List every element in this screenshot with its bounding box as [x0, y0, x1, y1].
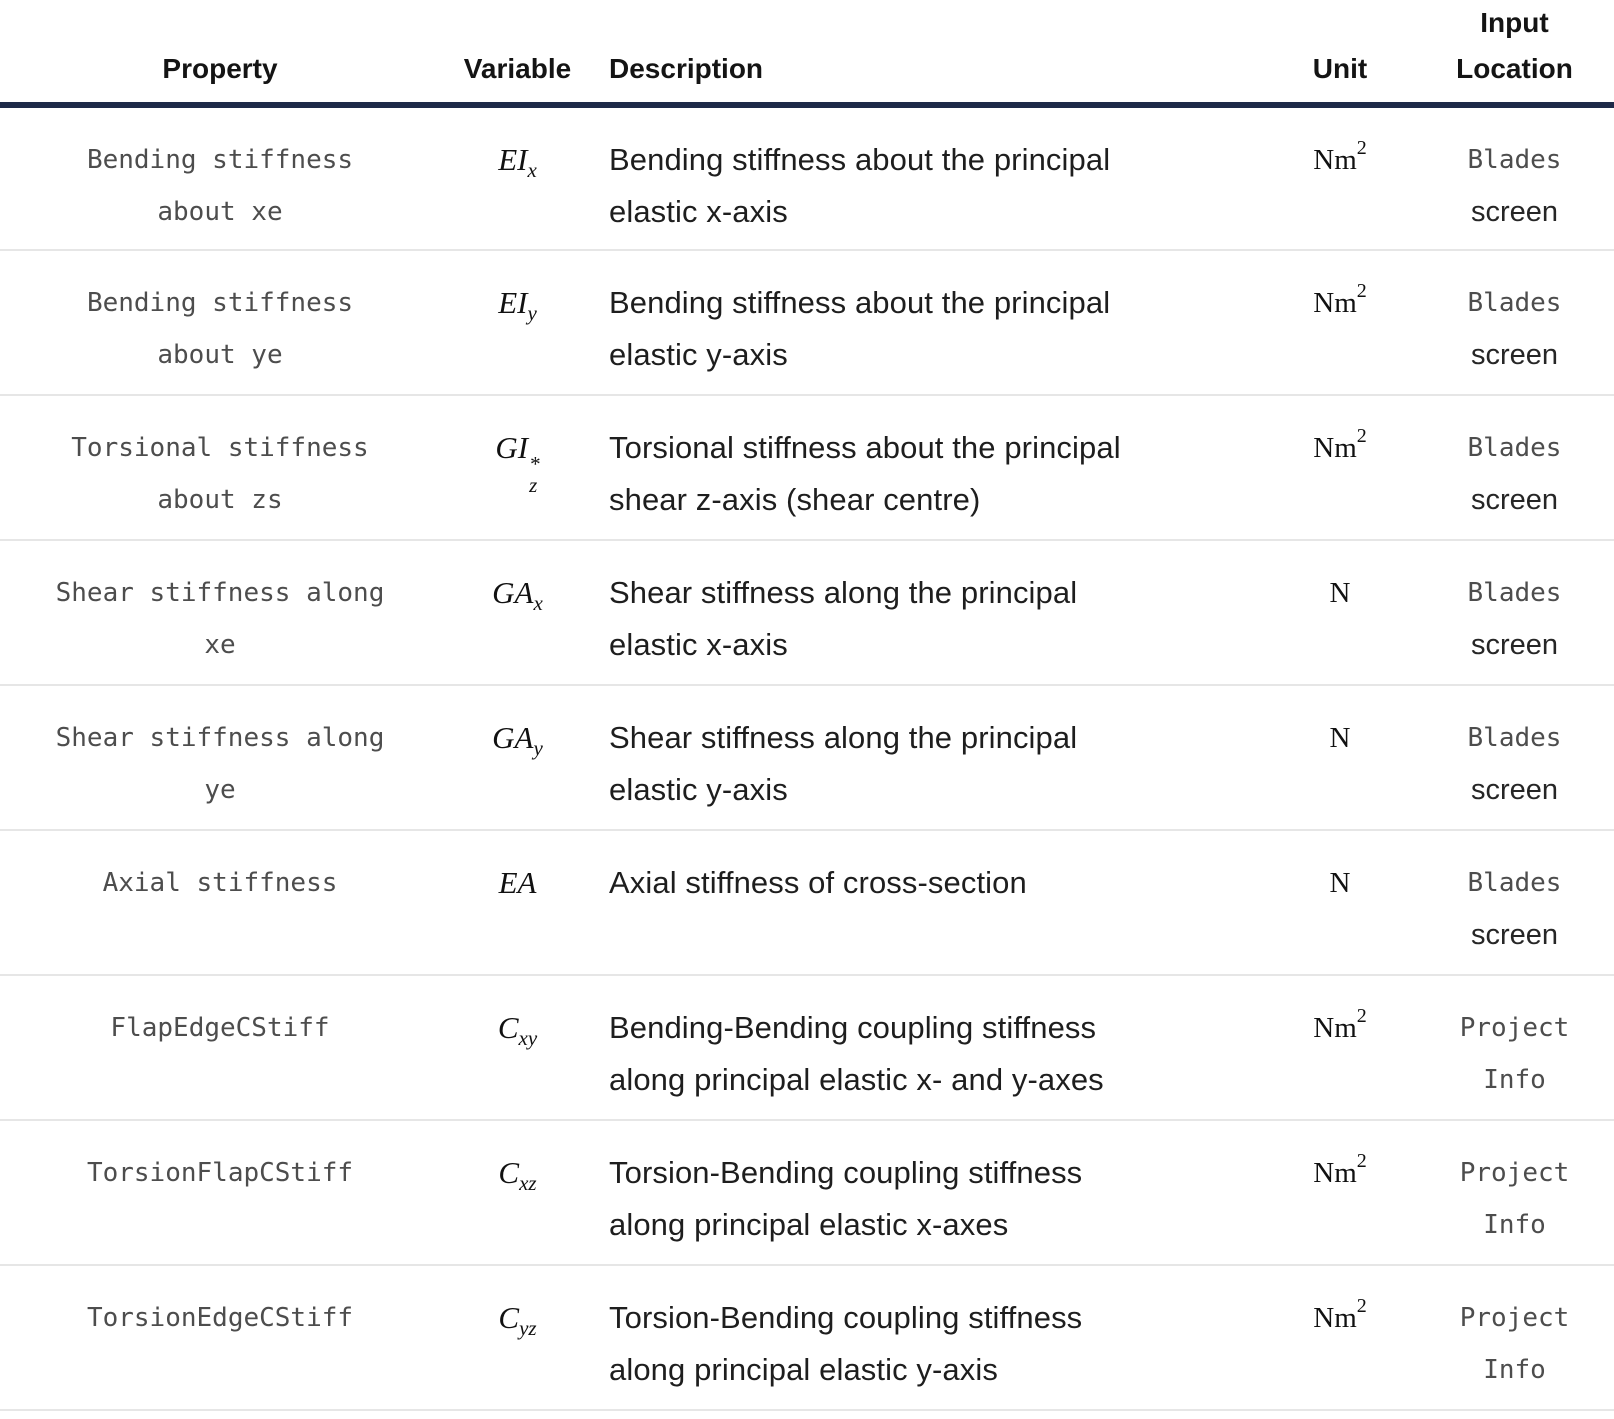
header-label-line: Input [1480, 7, 1549, 38]
location-line: Blades [1467, 868, 1562, 898]
variable-base: EI [498, 285, 528, 320]
variable-subscript: x [527, 158, 537, 183]
input-location-cell [1415, 540, 1614, 685]
location-line: Info [1483, 1065, 1546, 1095]
unit-cell [1265, 1120, 1415, 1265]
unit-base: N [1329, 722, 1351, 754]
property-line: about xe [157, 197, 283, 227]
input-location-cell [1415, 685, 1614, 830]
property-line: TorsionEdgeCStiff [86, 1303, 354, 1333]
location-line: Project [1459, 1158, 1570, 1188]
unit-exponent: 2 [1356, 1005, 1367, 1028]
description-cell [595, 1265, 1265, 1410]
input-location-cell [1415, 1265, 1614, 1410]
column-header-variable [440, 0, 595, 105]
property-line: ye [204, 775, 236, 805]
description-cell [595, 975, 1265, 1120]
variable-subscript: y [527, 301, 537, 326]
location-line: Blades [1467, 433, 1562, 463]
variable-base: C [497, 1010, 519, 1045]
location-line: Blades [1467, 288, 1562, 318]
location-line: screen [1470, 484, 1559, 516]
unit-cell [1265, 830, 1415, 975]
description-line: shear z-axis (shear centre) [609, 482, 981, 517]
header-label: Unit [1312, 53, 1368, 84]
column-header-unit [1265, 0, 1415, 105]
table-row [0, 540, 1614, 685]
description-line: elastic y-axis [609, 337, 788, 372]
location-line: screen [1470, 339, 1559, 371]
table-row [0, 1265, 1614, 1410]
header-label: Description [609, 53, 764, 84]
description-cell [595, 105, 1265, 250]
unit-base: Nm [1313, 1012, 1357, 1044]
unit-cell [1265, 395, 1415, 540]
property-cell [0, 540, 440, 685]
unit-cell [1265, 975, 1415, 1120]
variable-superscript: * [529, 452, 540, 476]
unit-base: Nm [1313, 287, 1357, 319]
variable-base: EA [498, 865, 537, 900]
unit-cell [1265, 540, 1415, 685]
variable-base: GA [492, 575, 534, 610]
variable-base: GI [495, 430, 529, 465]
variable-base: EI [498, 142, 528, 177]
description-cell [595, 540, 1265, 685]
variable-cell [440, 975, 595, 1120]
description-line: along principal elastic x- and y-axes [609, 1062, 1104, 1097]
input-location-cell [1415, 105, 1614, 250]
input-location-cell [1415, 395, 1614, 540]
variable-base: C [498, 1300, 520, 1335]
property-line: about ye [157, 340, 283, 370]
table-row [0, 1120, 1614, 1265]
unit-base: Nm [1313, 1157, 1357, 1189]
unit-base: N [1329, 577, 1351, 609]
unit-cell [1265, 105, 1415, 250]
unit-exponent: 2 [1356, 1150, 1367, 1173]
input-location-cell [1415, 250, 1614, 395]
unit-exponent: 2 [1356, 1295, 1367, 1318]
variable-cell [440, 685, 595, 830]
description-line: elastic x-axis [609, 627, 788, 662]
variable-subscript: z [529, 473, 538, 497]
table-row [0, 830, 1614, 975]
property-line: Axial stiffness [102, 868, 338, 898]
description-line: elastic y-axis [609, 772, 788, 807]
location-line: screen [1470, 196, 1559, 228]
location-line: screen [1470, 774, 1559, 806]
description-line: Bending stiffness about the principal [609, 142, 1111, 177]
property-line: Shear stiffness along [55, 578, 385, 608]
unit-base: Nm [1313, 432, 1357, 464]
description-cell [595, 685, 1265, 830]
property-cell [0, 1265, 440, 1410]
variable-cell [440, 105, 595, 250]
variable-subscript: yz [519, 1316, 537, 1341]
input-location-cell [1415, 830, 1614, 975]
description-cell [595, 250, 1265, 395]
unit-exponent: 2 [1356, 425, 1367, 448]
variable-cell [440, 830, 595, 975]
location-line: Blades [1467, 145, 1562, 175]
property-line: Torsional stiffness [71, 433, 369, 463]
location-line: screen [1470, 629, 1559, 661]
description-line: Shear stiffness along the principal [609, 575, 1078, 610]
description-line: Bending stiffness about the principal [609, 285, 1111, 320]
description-cell [595, 395, 1265, 540]
property-cell [0, 250, 440, 395]
input-location-cell [1415, 1120, 1614, 1265]
description-line: Torsion-Bending coupling stiffness [609, 1300, 1083, 1335]
table-row [0, 105, 1614, 250]
unit-cell [1265, 685, 1415, 830]
variable-subscript: y [533, 736, 543, 761]
property-line: FlapEdgeCStiff [110, 1013, 330, 1043]
variable-subscript: xy [518, 1026, 538, 1051]
variable-cell [440, 540, 595, 685]
location-line: Info [1483, 1355, 1546, 1385]
variable-cell [440, 250, 595, 395]
table-header-row [0, 0, 1614, 105]
property-cell [0, 395, 440, 540]
variable-base: GA [492, 720, 534, 755]
property-line: Bending stiffness [86, 145, 354, 175]
property-cell [0, 830, 440, 975]
table-row [0, 685, 1614, 830]
header-label-line: Location [1456, 53, 1573, 84]
column-header-description [595, 0, 1265, 105]
description-line: Torsional stiffness about the principal [609, 430, 1121, 465]
input-location-cell [1415, 975, 1614, 1120]
variable-subscript: xz [519, 1171, 537, 1196]
table-row [0, 975, 1614, 1120]
table-row [0, 395, 1614, 540]
description-line: along principal elastic x-axes [609, 1207, 1009, 1242]
location-line: Blades [1467, 723, 1562, 753]
location-line: screen [1470, 919, 1559, 951]
description-line: Shear stiffness along the principal [609, 720, 1078, 755]
header-label: Property [162, 53, 278, 84]
property-cell [0, 975, 440, 1120]
table-row [0, 250, 1614, 395]
variable-cell [440, 395, 595, 540]
variable-subscript: x [533, 591, 543, 616]
description-line: Bending-Bending coupling stiffness [609, 1010, 1097, 1045]
property-line: Shear stiffness along [55, 723, 385, 753]
location-line: Project [1459, 1303, 1570, 1333]
property-line: xe [204, 630, 236, 660]
unit-base: Nm [1313, 144, 1357, 176]
column-header-property [0, 0, 440, 105]
unit-cell [1265, 250, 1415, 395]
property-cell [0, 105, 440, 250]
description-line: Torsion-Bending coupling stiffness [609, 1155, 1083, 1190]
property-line: Bending stiffness [86, 288, 354, 318]
property-line: TorsionFlapCStiff [86, 1158, 354, 1188]
property-cell [0, 685, 440, 830]
description-cell [595, 830, 1265, 975]
location-line: Blades [1467, 578, 1562, 608]
description-line: along principal elastic y-axis [609, 1352, 998, 1387]
location-line: Project [1459, 1013, 1570, 1043]
description-cell [595, 1120, 1265, 1265]
property-cell [0, 1120, 440, 1265]
unit-exponent: 2 [1356, 137, 1367, 160]
variable-cell [440, 1265, 595, 1410]
header-label: Variable [463, 53, 572, 84]
unit-cell [1265, 1265, 1415, 1410]
property-line: about zs [157, 485, 283, 515]
variable-cell [440, 1120, 595, 1265]
variable-base: C [498, 1155, 520, 1190]
description-line: elastic x-axis [609, 194, 788, 229]
description-line: Axial stiffness of cross-section [609, 865, 1027, 900]
unit-base: N [1329, 867, 1351, 899]
column-header-input-location [1415, 0, 1614, 105]
unit-exponent: 2 [1356, 280, 1367, 303]
variable-supsub [529, 454, 540, 496]
location-line: Info [1483, 1210, 1546, 1240]
unit-base: Nm [1313, 1302, 1357, 1334]
